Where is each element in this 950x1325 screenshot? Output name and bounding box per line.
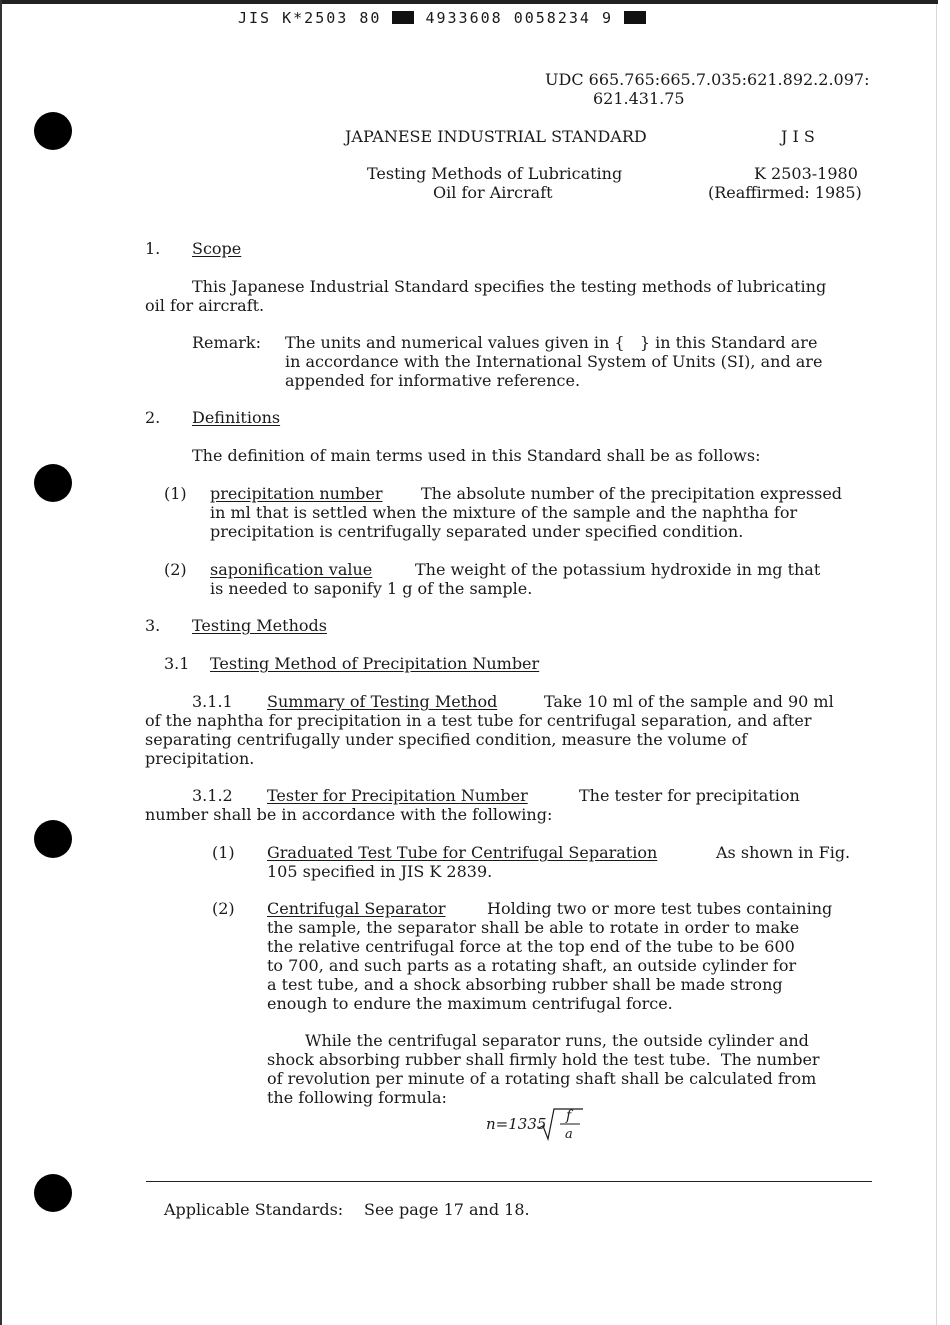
- standard-subject-line-2: Oil for Aircraft: [433, 183, 553, 202]
- header-code-strip: [238, 9, 646, 28]
- remark-label: Remark:: [192, 333, 261, 352]
- item-2-line-4: to 700, and such parts as a rotating shaft, an outside cylinder for: [267, 956, 797, 975]
- header-code-left: JIS K*2503 80: [238, 9, 382, 27]
- definition-1-line-1: The absolute number of the precipitation expressed: [421, 484, 843, 503]
- operation-para-line-4: the following formula:: [267, 1088, 447, 1107]
- item-2-line-1: Holding two or more test tubes containing: [487, 899, 833, 918]
- clause-3-1-1-line-1: Take 10 ml of the sample and 90 ml: [544, 692, 834, 711]
- definitions-intro: The definition of main terms used in this Standard shall be as follows:: [192, 446, 761, 465]
- item-2-line-5: a test tube, and a shock absorbing rubber shall be made strong: [267, 975, 783, 994]
- operation-para-line-2: shock absorbing rubber shall firmly hold the test tube. The number: [267, 1050, 820, 1069]
- page-top-border: [0, 0, 938, 4]
- clause-3-1-2-number: 3.1.2: [192, 786, 233, 805]
- item-2-line-3: the relative centrifugal force at the top end of the tube to be 600: [267, 937, 795, 956]
- remark-line-3: appended for informative reference.: [285, 371, 581, 390]
- definition-2-line-1: The weight of the potassium hydroxide in mg that: [415, 560, 821, 579]
- applicable-standards-label: Applicable Standards:: [164, 1200, 344, 1219]
- subsection-3-1-heading: Testing Method of Precipitation Number: [210, 654, 540, 673]
- definition-2-line-2: is needed to saponify 1 g of the sample.: [210, 579, 533, 598]
- barcode-block-icon: [624, 11, 646, 24]
- punch-hole-3: [34, 820, 72, 858]
- section-2-number: 2.: [145, 408, 161, 427]
- definition-2-number: (2): [164, 560, 187, 579]
- subsection-3-1-number: 3.1: [164, 654, 190, 673]
- section-1-number: 1.: [145, 239, 161, 258]
- clause-3-1-2-heading: Tester for Precipitation Number: [267, 786, 528, 805]
- definition-1-number: (1): [164, 484, 187, 503]
- section-3-heading: Testing Methods: [192, 616, 327, 635]
- item-2-line-6: enough to endure the maximum centrifugal force.: [267, 994, 673, 1013]
- square-root-icon: [538, 1107, 584, 1141]
- definition-1-line-3: precipitation is centrifugally separated under specified condition.: [210, 522, 744, 541]
- standard-number: K 2503-1980: [754, 164, 858, 183]
- standard-abbrev: J I S: [781, 127, 815, 146]
- operation-para-line-3: of revolution per minute of a rotating shaft shall be calculated from: [267, 1069, 817, 1088]
- clause-3-1-1-line-2: of the naphtha for precipitation in a test tube for centrifugal separation, and after: [145, 711, 812, 730]
- item-2-term: Centrifugal Separator: [267, 899, 446, 918]
- page-right-edge: [936, 4, 937, 1325]
- operation-para-line-1: While the centrifugal separator runs, the outside cylinder and: [305, 1031, 809, 1050]
- scope-text-line-2: oil for aircraft.: [145, 296, 265, 315]
- clause-3-1-1-line-3: separating centrifugally under specified condition, measure the volume of: [145, 730, 748, 749]
- formula-numerator: f: [566, 1108, 572, 1124]
- applicable-standards-text: See page 17 and 18.: [364, 1200, 530, 1219]
- section-1-heading: Scope: [192, 239, 242, 258]
- section-3-number: 3.: [145, 616, 161, 635]
- clause-3-1-1-line-4: precipitation.: [145, 749, 255, 768]
- scope-text-line-1: This Japanese Industrial Standard specifies the testing methods of lubricating: [192, 277, 827, 296]
- udc-line-1: UDC 665.765:665.7.035:621.892.2.097:: [545, 70, 870, 89]
- remark-line-1: The units and numerical values given in { } in this Standard are: [285, 333, 818, 352]
- page-left-border: [0, 0, 2, 1325]
- item-1-term: Graduated Test Tube for Centrifugal Separation: [267, 843, 658, 862]
- definition-1-line-2: in ml that is settled when the mixture of the sample and the naphtha for: [210, 503, 798, 522]
- item-1-number: (1): [212, 843, 235, 862]
- standard-title: JAPANESE INDUSTRIAL STANDARD: [345, 127, 647, 146]
- item-1-line-1: As shown in Fig.: [716, 843, 851, 862]
- header-code-middle: 4933608 0058234 9: [425, 9, 613, 27]
- barcode-block-icon: [392, 11, 414, 24]
- item-2-number: (2): [212, 899, 235, 918]
- remark-line-2: in accordance with the International System of Units (SI), and are: [285, 352, 823, 371]
- standard-reaffirmed: (Reaffirmed: 1985): [708, 183, 862, 202]
- clause-3-1-2-line-1: The tester for precipitation: [579, 786, 800, 805]
- clause-3-1-1-number: 3.1.1: [192, 692, 233, 711]
- formula-lhs: n=1335: [486, 1115, 547, 1133]
- clause-3-1-2-line-2: number shall be in accordance with the following:: [145, 805, 553, 824]
- standard-subject-line-1: Testing Methods of Lubricating: [367, 164, 623, 183]
- footer-rule: [146, 1181, 872, 1182]
- formula-denominator: a: [565, 1127, 573, 1142]
- udc-line-2: 621.431.75: [593, 89, 685, 108]
- item-2-line-2: the sample, the separator shall be able to rotate in order to make: [267, 918, 800, 937]
- item-1-line-2: 105 specified in JIS K 2839.: [267, 862, 493, 881]
- section-2-heading: Definitions: [192, 408, 281, 427]
- punch-hole-4: [34, 1174, 72, 1212]
- punch-hole-1: [34, 112, 72, 150]
- definition-1-term: precipitation number: [210, 484, 383, 503]
- punch-hole-2: [34, 464, 72, 502]
- clause-3-1-1-heading: Summary of Testing Method: [267, 692, 498, 711]
- definition-2-term: saponification value: [210, 560, 373, 579]
